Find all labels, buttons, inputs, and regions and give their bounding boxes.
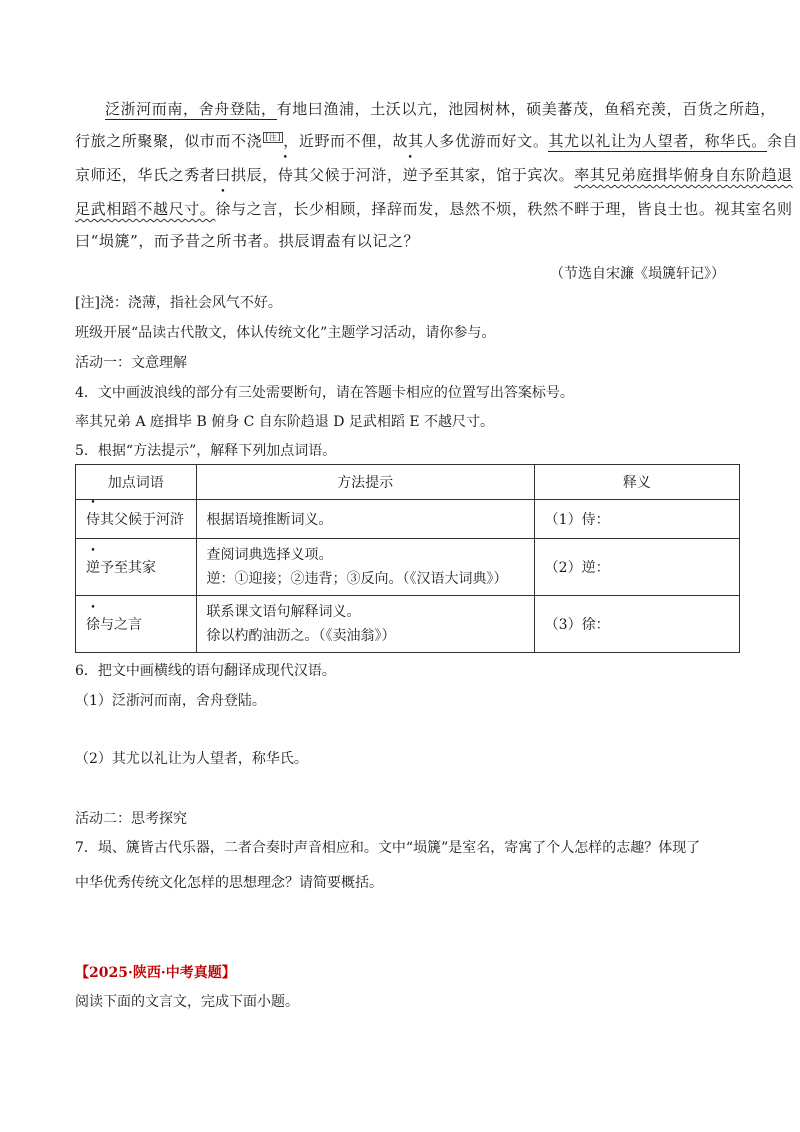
passage-text: 余自 (766, 132, 799, 150)
hint-line: 根据语境推断词义。 (206, 512, 333, 528)
activity-1-heading: 活动一：文意理解 (75, 355, 187, 371)
phrase-text: 与之言 (100, 617, 142, 633)
phrase-text: 其父候于河浒 (100, 512, 184, 528)
question-4: 4．文中画波浪线的部分有三处需要断句，请在答题卡相应的位置写出答案标号。 (75, 385, 574, 401)
hint-cell (196, 500, 534, 539)
hint-line: 徐以杓酌油沥之。（《卖油翁》） (206, 628, 396, 644)
passage-text: 予至其家，馆于宾次。 (418, 166, 575, 184)
passage-line-4 (75, 198, 793, 219)
footnote-marker: [注] (265, 133, 282, 142)
underlined-sentence-2: 其尤以礼让为人望者，称华氏。 (548, 132, 767, 150)
dotted-phrase-cell (76, 500, 197, 539)
hint-cell (196, 596, 534, 653)
wavy-line-part-1: 率其兄弟庭揖毕俯身自东阶趋退 (574, 166, 793, 184)
dotted-word: 侍 (86, 512, 100, 528)
passage-text: 行旅之所聚聚，似市而不浇 (75, 132, 263, 150)
exam-source-tag: 【2025·陕西·中考真题】 (75, 965, 236, 981)
phrase-text: 予至其家 (100, 560, 156, 576)
hint-line: 查阅词典选择义项。 (206, 547, 333, 563)
question-7-line-2: 中华优秀传统文化怎样的思想理念？请简要概括。 (75, 875, 383, 891)
reading-instruction: 阅读下面的文言文，完成下面小题。 (75, 994, 299, 1010)
question-6-sub-2: （2）其尤以礼让为人望者，称华氏。 (75, 751, 308, 767)
passage-text: 京师还，华氏之秀者曰拱辰， (75, 166, 278, 184)
answer-cell: （3）徐： (534, 596, 739, 653)
answer-cell: （2）逆： (534, 539, 739, 596)
footnote: [注]浇：浇薄，指社会风气不好。 (75, 295, 282, 311)
passage-line-3 (75, 164, 793, 185)
dotted-word-shi: 侍 (277, 166, 294, 184)
passage-source: （节选自宋濂《埙篪轩记》） (550, 266, 725, 282)
dotted-word-ni: 逆 (402, 166, 419, 184)
underlined-sentence-1: 泛浙河而南，舍舟登陆， (105, 100, 277, 118)
table-header: 方法提示 (196, 465, 534, 500)
table-header: 释义 (534, 465, 739, 500)
table-header-row (76, 465, 740, 500)
activity-intro: 班级开展“品读古代散文，体认传统文化”主题学习活动，请你参与。 (75, 325, 496, 341)
question-6-sub-1: （1）泛浙河而南，舍舟登陆。 (75, 693, 266, 709)
hint-cell (196, 539, 534, 596)
question-6: 6．把文中画横线的语句翻译成现代汉语。 (75, 663, 336, 679)
answer-cell: （1）侍： (534, 500, 739, 539)
question-7-line-1: 7．埙、篪皆古代乐器，二者合奏时声音相应和。文中“埙篪”是室名，寄寓了个人怎样的志趣？体现了 (75, 840, 701, 856)
dotted-word: 逆 (86, 560, 100, 576)
passage-line-5 (75, 230, 725, 251)
activity-2-heading: 活动二：思考探究 (75, 811, 187, 827)
dotted-phrase-cell (76, 596, 197, 653)
passage-text: 与之言，长少相顾，择辞而发，恳然不烦，秩然不畔于理，皆良士也。视其室名则 (231, 200, 793, 218)
passage-text: 有地曰渔浦，土沃以亢，池园树林，硕美蕃茂，鱼稻充羡，百货之所趋， (276, 100, 776, 118)
method-table (75, 464, 740, 653)
question-5: 5．根据“方法提示”，解释下列加点词语。 (75, 443, 337, 459)
hint-line: 逆：①迎接；②违背；③反向。（《汉语大词典》） (206, 571, 508, 587)
wavy-line-part-2: 足武相蹈不越尺寸。 (75, 200, 216, 218)
passage-line-1 (75, 98, 776, 119)
passage-text: 其父候于河浒， (293, 166, 403, 184)
table-row (76, 596, 740, 653)
dotted-word: 徐 (86, 617, 100, 633)
hint-line: 联系课文语句解释词义。 (206, 604, 361, 620)
table-row (76, 539, 740, 596)
passage-line-2 (75, 130, 799, 151)
table-header: 加点词语 (76, 465, 197, 500)
passage-text: ，近野而不俚，故其人多优游而好文。 (283, 132, 549, 150)
passage-text: 曰“埙篪”，而予昔之所书者。拱辰谓盍有以记之？ (75, 232, 420, 250)
table-row (76, 500, 740, 539)
question-4-text: 率其兄弟 A 庭揖毕 B 俯身 C 自东阶趋退 D 足武相蹈 E 不越尺寸。 (75, 414, 495, 430)
dotted-word-xu: 徐 (215, 200, 232, 218)
dotted-phrase-cell (76, 539, 197, 596)
